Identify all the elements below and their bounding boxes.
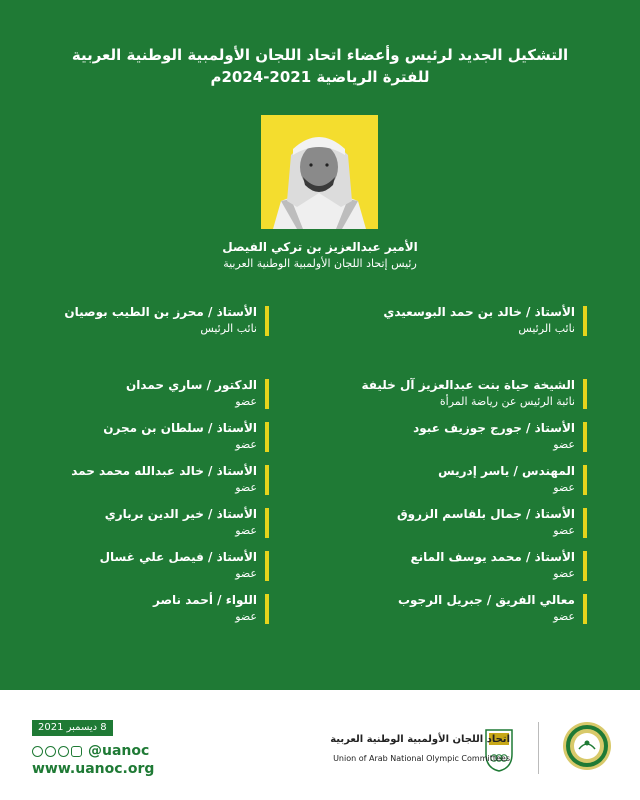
member-item	[37, 506, 269, 538]
member-item	[37, 420, 269, 452]
member-role: نائب الرئيس	[200, 322, 257, 335]
member-name: الشيخة حياة بنت عبدالعزيز آل خليفة	[361, 378, 575, 392]
website-link[interactable]: www.uanoc.org	[32, 761, 155, 777]
social-handle[interactable]: @uanoc	[88, 743, 150, 759]
accent-bar	[265, 465, 269, 495]
member-role: عضو	[553, 524, 575, 537]
member-role: عضو	[235, 481, 257, 494]
accent-bar	[583, 465, 587, 495]
accent-bar	[583, 594, 587, 624]
member-name: معالي الفريق / جبريل الرجوب	[397, 593, 575, 607]
accent-bar	[583, 306, 587, 336]
divider	[538, 722, 539, 774]
accent-bar	[583, 508, 587, 538]
member-role: عضو	[235, 567, 257, 580]
member-role: عضو	[553, 567, 575, 580]
member-name: الأستاذ / محرز بن الطيب بوصيان	[64, 305, 257, 319]
member-name: الدكتور / ساري حمدان	[126, 378, 257, 392]
instagram-icon[interactable]	[71, 746, 82, 757]
member-role: نائبة الرئيس عن رياضة المرأة	[439, 395, 575, 408]
social-links	[32, 743, 149, 759]
member-item	[37, 592, 269, 624]
member-name: الأستاذ / فيصل علي غسال	[99, 550, 257, 564]
leader-photo-illustration	[261, 115, 378, 229]
accent-bar	[583, 551, 587, 581]
member-item	[37, 304, 269, 336]
member-name: الأستاذ / خير الدين برباري	[104, 507, 257, 521]
date-badge: 8 ديسمبر 2021	[32, 720, 113, 736]
member-item	[325, 377, 587, 409]
member-role: نائب الرئيس	[518, 322, 575, 335]
member-name: اللواء / أحمد ناصر	[152, 593, 257, 607]
member-item	[325, 506, 587, 538]
footer	[0, 690, 640, 800]
page-title	[0, 44, 640, 88]
member-item	[325, 549, 587, 581]
member-name: الأستاذ / خالد بن حمد البوسعيدي	[383, 305, 575, 319]
twitter-icon[interactable]	[45, 746, 56, 757]
leader-role: رئيس إتحاد اللجان الأولمبية الوطنية العربية	[223, 257, 417, 270]
member-role: عضو	[235, 524, 257, 537]
member-item	[325, 592, 587, 624]
arab-league-emblem-icon	[562, 721, 612, 771]
leader-portrait	[261, 115, 378, 229]
accent-bar	[265, 551, 269, 581]
accent-bar	[583, 379, 587, 409]
accent-bar	[265, 306, 269, 336]
title-line-1: التشكيل الجديد لرئيس وأعضاء اتحاد اللجان الأولمبية الوطنية العربية	[71, 46, 569, 64]
facebook-icon[interactable]	[58, 746, 69, 757]
member-role: عضو	[553, 438, 575, 451]
accent-bar	[265, 422, 269, 452]
member-role: عضو	[553, 610, 575, 623]
youtube-icon[interactable]	[32, 746, 43, 757]
leader-name: الأمير عبدالعزيز بن تركي الفيصل	[222, 240, 418, 254]
member-name: الأستاذ / خالد عبدالله محمد حمد	[71, 464, 257, 478]
accent-bar	[265, 508, 269, 538]
member-item	[325, 463, 587, 495]
member-name: الأستاذ / محمد يوسف المانع	[410, 550, 575, 564]
member-name: المهندس / ياسر إدريس	[438, 464, 575, 478]
member-role: عضو	[235, 395, 257, 408]
member-item	[325, 304, 587, 336]
leader-block	[120, 238, 520, 272]
accent-bar	[265, 379, 269, 409]
member-role: عضو	[553, 481, 575, 494]
member-item	[37, 463, 269, 495]
accent-bar	[265, 594, 269, 624]
accent-bar	[583, 422, 587, 452]
member-role: عضو	[235, 610, 257, 623]
member-item	[325, 420, 587, 452]
union-name-arabic: اتحاد اللجان الأولمبية الوطنية العربية	[330, 734, 510, 745]
union-name-english: Union of Arab National Olympic Committees	[333, 754, 510, 763]
member-name: الأستاذ / جورج جوزيف عبود	[413, 421, 575, 435]
title-line-2: للفترة الرياضية 2021-2024م	[210, 68, 430, 86]
member-item	[37, 377, 269, 409]
member-item	[37, 549, 269, 581]
member-name: الأستاذ / سلطان بن مجرن	[103, 421, 257, 435]
member-name: الأستاذ / جمال بلقاسم الزروق	[396, 507, 575, 521]
member-role: عضو	[235, 438, 257, 451]
